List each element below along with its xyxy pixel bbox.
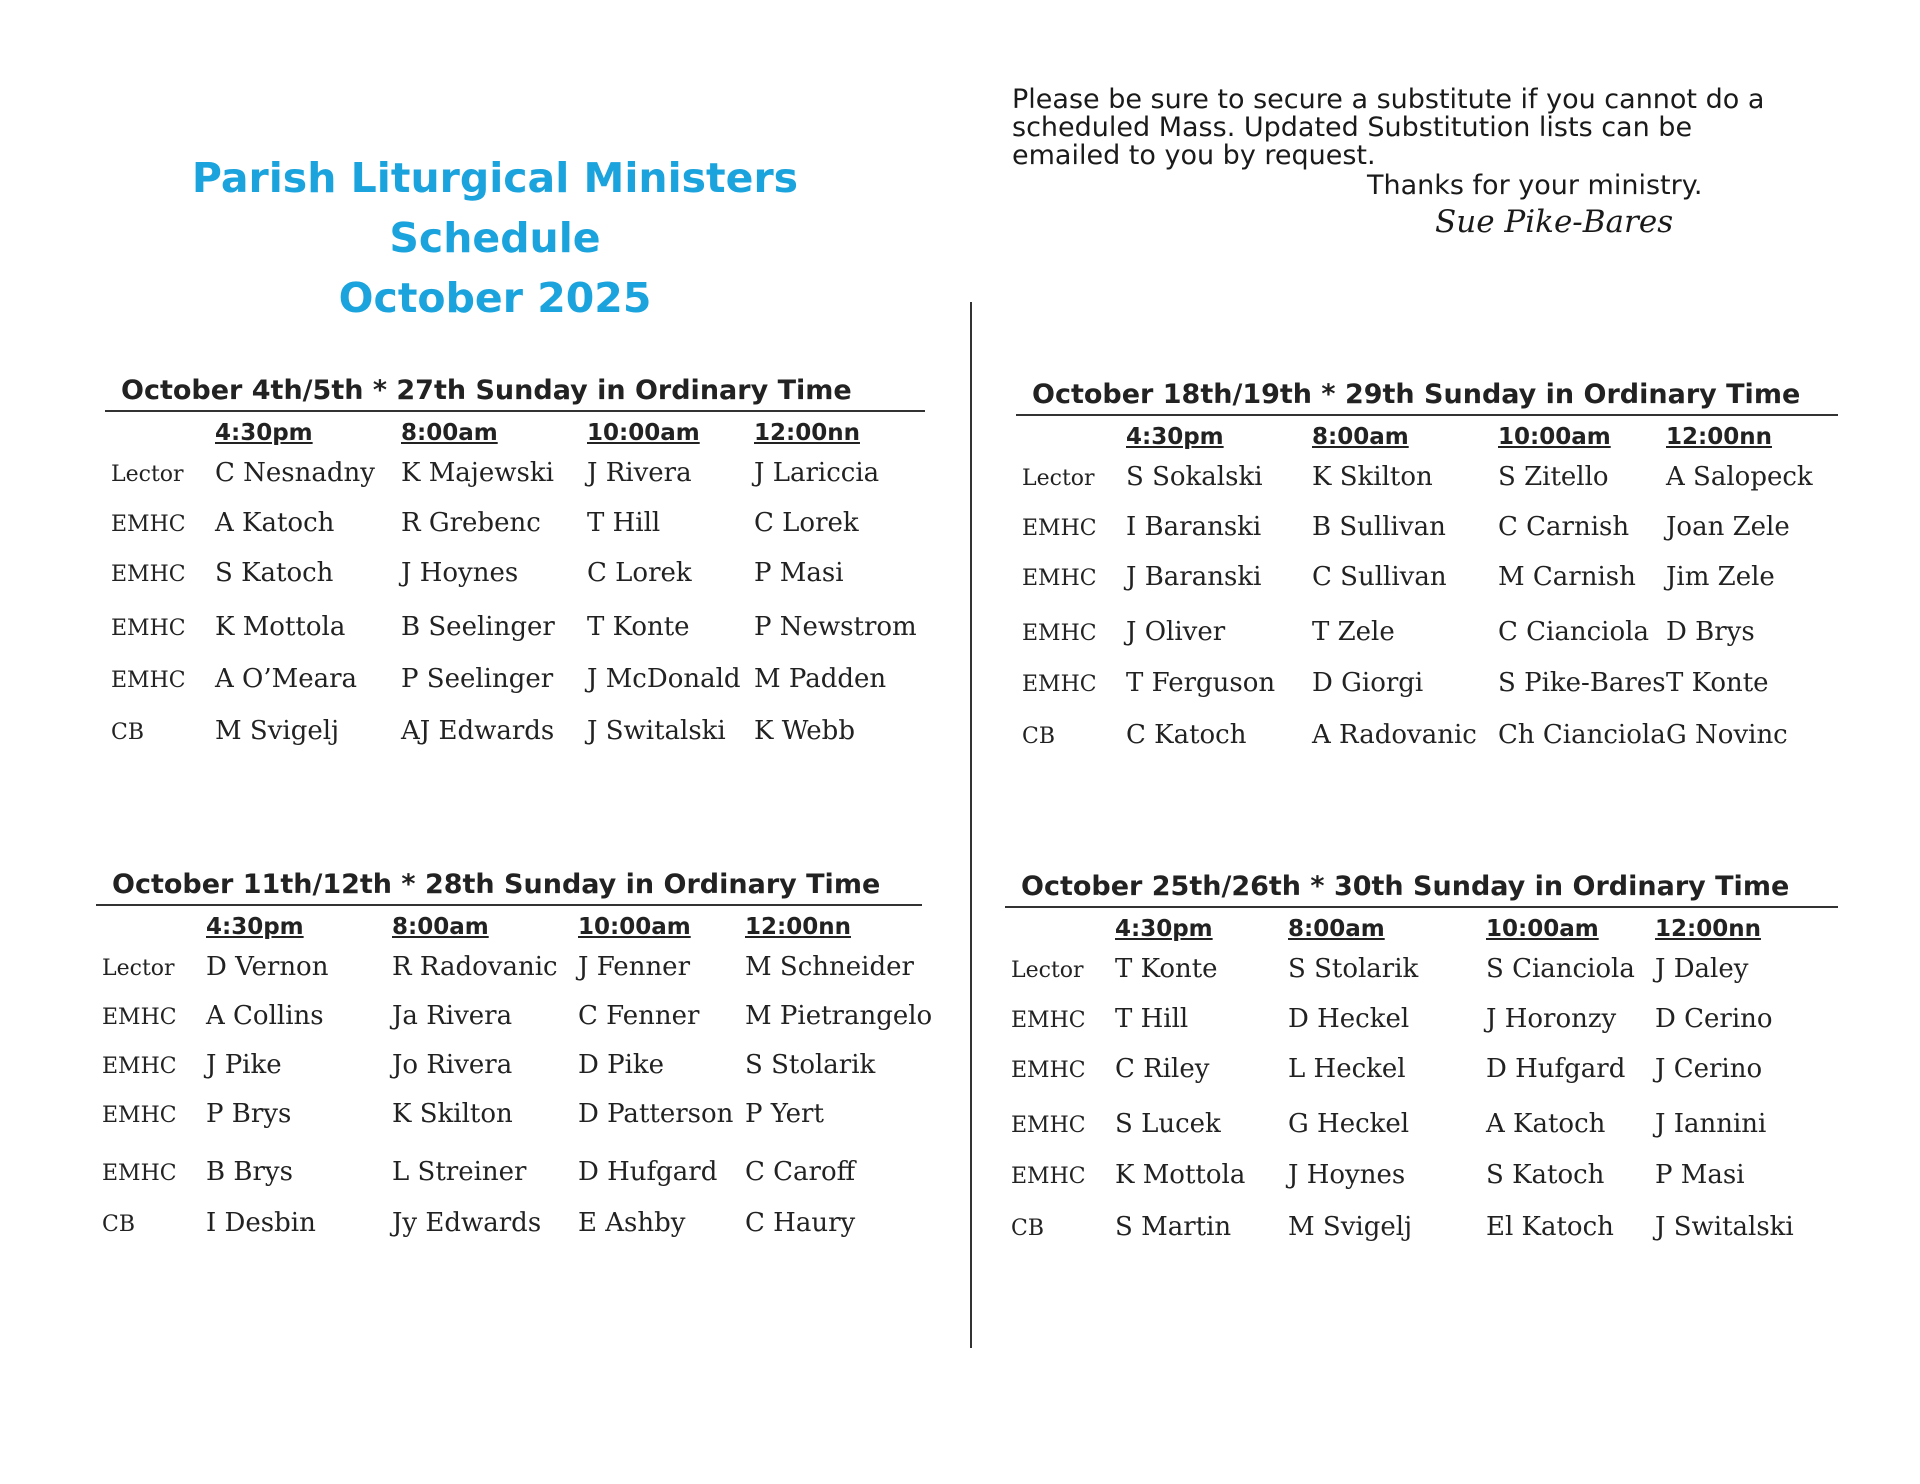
thanks-text: Thanks for your ministry. — [1367, 170, 1703, 201]
minister-name: D Pike — [578, 1050, 665, 1080]
minister-name: Ch Cianciola — [1498, 720, 1666, 750]
minister-name: Joan Zele — [1666, 512, 1790, 542]
minister-name: J Cerino — [1655, 1054, 1763, 1084]
ministry-role: CB — [111, 720, 144, 745]
minister-name: P Masi — [754, 558, 844, 588]
minister-name: P Yert — [745, 1099, 824, 1129]
table-row — [1005, 948, 1838, 998]
ministry-role: EMHC — [102, 1005, 177, 1030]
minister-name: D Hufgard — [1486, 1054, 1626, 1084]
minister-name: Jy Edwards — [392, 1208, 542, 1238]
table-row — [1005, 1048, 1838, 1103]
minister-name: T Konte — [1666, 668, 1769, 698]
minister-name: S Katoch — [1486, 1160, 1605, 1190]
minister-name: R Radovanic — [392, 952, 558, 982]
table-row — [105, 710, 925, 760]
table-row — [105, 452, 925, 502]
minister-name: J Fenner — [578, 952, 690, 982]
block-heading: October 11th/12th * 28th Sunday in Ordinary Time — [96, 866, 922, 906]
block-heading: October 18th/19th * 29th Sunday in Ordinary Time — [1016, 376, 1838, 416]
mass-time: 8:00am — [1312, 424, 1409, 450]
table-row — [105, 606, 925, 658]
mass-time: 8:00am — [1288, 916, 1385, 942]
minister-name: D Patterson — [578, 1099, 734, 1129]
minister-name: P Newstrom — [754, 612, 917, 642]
ministry-role: EMHC — [1011, 1164, 1086, 1189]
minister-name: M Svigelj — [1288, 1212, 1413, 1242]
minister-name: S Pike-Bares — [1498, 668, 1666, 698]
page-title — [100, 148, 890, 328]
minister-name: C Lorek — [754, 508, 859, 538]
schedule-block — [105, 372, 925, 760]
ministry-role: EMHC — [1011, 1008, 1086, 1033]
ministry-role: Lector — [1011, 958, 1084, 983]
mass-times-row — [1016, 416, 1838, 456]
ministry-role: EMHC — [111, 562, 186, 587]
minister-name: J Switalski — [1655, 1212, 1794, 1242]
mass-times-row — [105, 412, 925, 452]
minister-name: AJ Edwards — [401, 716, 555, 746]
minister-name: C Katoch — [1126, 720, 1247, 750]
ministry-role: EMHC — [1022, 621, 1097, 646]
minister-name: T Konte — [587, 612, 690, 642]
schedule-block — [1016, 376, 1838, 764]
mass-time: 10:00am — [1498, 424, 1611, 450]
minister-name: L Streiner — [392, 1157, 527, 1187]
ministry-role: EMHC — [1022, 516, 1097, 541]
minister-name: P Brys — [206, 1099, 292, 1129]
minister-name: J Baranski — [1126, 562, 1262, 592]
mass-times-row — [96, 906, 922, 946]
table-row — [1005, 1103, 1838, 1154]
minister-name: T Hill — [587, 508, 661, 538]
minister-name: B Seelinger — [401, 612, 555, 642]
minister-name: R Grebenc — [401, 508, 541, 538]
mass-time: 4:30pm — [215, 420, 313, 446]
minister-name: A Katoch — [215, 508, 335, 538]
minister-name: A O’Meara — [215, 664, 358, 694]
minister-name: B Brys — [206, 1157, 293, 1187]
minister-name: S Zitello — [1498, 462, 1609, 492]
block-heading: October 4th/5th * 27th Sunday in Ordinary Time — [105, 372, 925, 412]
ministry-role: EMHC — [102, 1161, 177, 1186]
mass-time: 10:00am — [1486, 916, 1599, 942]
ministry-role: Lector — [1022, 466, 1095, 491]
table-row — [96, 1151, 922, 1202]
minister-name: S Lucek — [1115, 1109, 1221, 1139]
minister-name: C Caroff — [745, 1157, 856, 1187]
minister-name: M Svigelj — [215, 716, 340, 746]
minister-name: G Heckel — [1288, 1109, 1410, 1139]
substitution-note — [1012, 86, 1792, 170]
minister-name: M Padden — [754, 664, 887, 694]
ministry-role: EMHC — [111, 512, 186, 537]
minister-name: S Stolarik — [745, 1050, 876, 1080]
block-heading: October 25th/26th * 30th Sunday in Ordinary Time — [1005, 868, 1838, 908]
table-row — [1005, 1206, 1838, 1256]
minister-name: D Brys — [1666, 617, 1755, 647]
mass-time: 10:00am — [587, 420, 700, 446]
minister-name: J Rivera — [587, 458, 692, 488]
table-row — [96, 1202, 922, 1252]
minister-name: B Sullivan — [1312, 512, 1446, 542]
minister-name: P Seelinger — [401, 664, 554, 694]
minister-name: K Webb — [754, 716, 855, 746]
table-row — [1005, 1154, 1838, 1206]
minister-name: J Horonzy — [1486, 1004, 1617, 1034]
minister-name: K Majewski — [401, 458, 554, 488]
table-row — [1005, 998, 1838, 1048]
ministry-role: EMHC — [1011, 1058, 1086, 1083]
table-row — [1016, 556, 1838, 611]
table-row — [105, 552, 925, 606]
ministry-role: Lector — [102, 956, 175, 981]
ministry-role: Lector — [111, 462, 184, 487]
mass-time: 12:00nn — [1655, 916, 1761, 942]
ministry-role: EMHC — [1022, 566, 1097, 591]
minister-name: C Riley — [1115, 1054, 1210, 1084]
table-row — [96, 995, 933, 1044]
minister-name: K Mottola — [1115, 1160, 1246, 1190]
minister-name: J McDonald — [587, 664, 741, 694]
minister-name: S Katoch — [215, 558, 334, 588]
minister-name: J Oliver — [1126, 617, 1226, 647]
minister-name: S Cianciola — [1486, 954, 1635, 984]
minister-name: D Hufgard — [578, 1157, 718, 1187]
minister-name: G Novinc — [1666, 720, 1788, 750]
table-row — [1016, 611, 1838, 662]
minister-name: Jim Zele — [1666, 562, 1775, 592]
schedule-block — [1005, 868, 1838, 1256]
ministry-role: EMHC — [102, 1103, 177, 1128]
minister-name: T Zele — [1312, 617, 1395, 647]
minister-name: E Ashby — [578, 1208, 686, 1238]
minister-name: C Fenner — [578, 1001, 700, 1031]
ministry-role: EMHC — [1011, 1113, 1086, 1138]
table-row — [1016, 506, 1838, 556]
note-line-2: scheduled Mass. Updated Substitution lists can be — [1012, 112, 1693, 143]
minister-name: A Collins — [206, 1001, 324, 1031]
table-row — [1016, 714, 1838, 764]
minister-name: J Iannini — [1655, 1109, 1767, 1139]
minister-name: S Stolarik — [1288, 954, 1419, 984]
minister-name: D Cerino — [1655, 1004, 1773, 1034]
schedule-block — [96, 866, 933, 1252]
minister-name: C Sullivan — [1312, 562, 1447, 592]
table-row — [105, 658, 925, 710]
minister-name: J Hoynes — [401, 558, 519, 588]
ministry-role: EMHC — [111, 616, 186, 641]
ministry-role: EMHC — [1022, 672, 1097, 697]
table-row — [1016, 456, 1838, 506]
mass-time: 12:00nn — [1666, 424, 1772, 450]
mass-times-row — [1005, 908, 1838, 948]
minister-name: D Giorgi — [1312, 668, 1424, 698]
minister-name: K Skilton — [1312, 462, 1433, 492]
minister-name: I Desbin — [206, 1208, 316, 1238]
column-divider — [970, 302, 972, 1348]
minister-name: P Masi — [1655, 1160, 1745, 1190]
title-line-1: Parish Liturgical Ministers Schedule — [191, 154, 799, 262]
table-row — [96, 1093, 922, 1151]
table-row — [1016, 662, 1838, 714]
minister-name: Jo Rivera — [392, 1050, 513, 1080]
note-line-3: emailed to you by request. — [1012, 140, 1376, 171]
note-line-1: Please be sure to secure a substitute if you cannot do a — [1012, 84, 1765, 115]
minister-name: M Carnish — [1498, 562, 1636, 592]
minister-name: T Ferguson — [1126, 668, 1276, 698]
mass-time: 12:00nn — [754, 420, 860, 446]
mass-time: 12:00nn — [745, 914, 851, 940]
table-row — [96, 946, 922, 995]
minister-name: A Katoch — [1486, 1109, 1606, 1139]
minister-name: S Sokalski — [1126, 462, 1263, 492]
minister-name: K Skilton — [392, 1099, 513, 1129]
mass-time: 4:30pm — [206, 914, 304, 940]
minister-name: C Nesnadny — [215, 458, 375, 488]
ministry-role: EMHC — [111, 668, 186, 693]
minister-name: J Pike — [206, 1050, 282, 1080]
mass-time: 10:00am — [578, 914, 691, 940]
minister-name: K Mottola — [215, 612, 346, 642]
table-row — [96, 1044, 922, 1093]
mass-time: 8:00am — [401, 420, 498, 446]
minister-name: S Martin — [1115, 1212, 1232, 1242]
ministry-role: CB — [1011, 1216, 1044, 1241]
minister-name: C Lorek — [587, 558, 692, 588]
minister-name: J Hoynes — [1288, 1160, 1406, 1190]
minister-name: D Vernon — [206, 952, 329, 982]
minister-name: J Switalski — [587, 716, 726, 746]
minister-name: M Schneider — [745, 952, 914, 982]
minister-name: J Daley — [1655, 954, 1749, 984]
table-row — [105, 502, 925, 552]
mass-time: 4:30pm — [1115, 916, 1213, 942]
minister-name: D Heckel — [1288, 1004, 1410, 1034]
minister-name: A Salopeck — [1666, 462, 1813, 492]
ministry-role: CB — [102, 1212, 135, 1237]
title-line-2: October 2025 — [338, 274, 652, 322]
minister-name: El Katoch — [1486, 1212, 1614, 1242]
minister-name: J Lariccia — [754, 458, 880, 488]
minister-name: C Cianciola — [1498, 617, 1649, 647]
minister-name: M Pietrangelo — [745, 1001, 933, 1031]
ministry-role: EMHC — [102, 1054, 177, 1079]
mass-time: 4:30pm — [1126, 424, 1224, 450]
minister-name: T Hill — [1115, 1004, 1189, 1034]
mass-time: 8:00am — [392, 914, 489, 940]
minister-name: T Konte — [1115, 954, 1218, 984]
minister-name: A Radovanic — [1312, 720, 1477, 750]
minister-name: L Heckel — [1288, 1054, 1406, 1084]
minister-name: Ja Rivera — [392, 1001, 513, 1031]
signature: Sue Pike-Bares — [1435, 204, 1674, 240]
minister-name: C Carnish — [1498, 512, 1630, 542]
minister-name: C Haury — [745, 1208, 856, 1238]
ministry-role: CB — [1022, 724, 1055, 749]
minister-name: I Baranski — [1126, 512, 1262, 542]
